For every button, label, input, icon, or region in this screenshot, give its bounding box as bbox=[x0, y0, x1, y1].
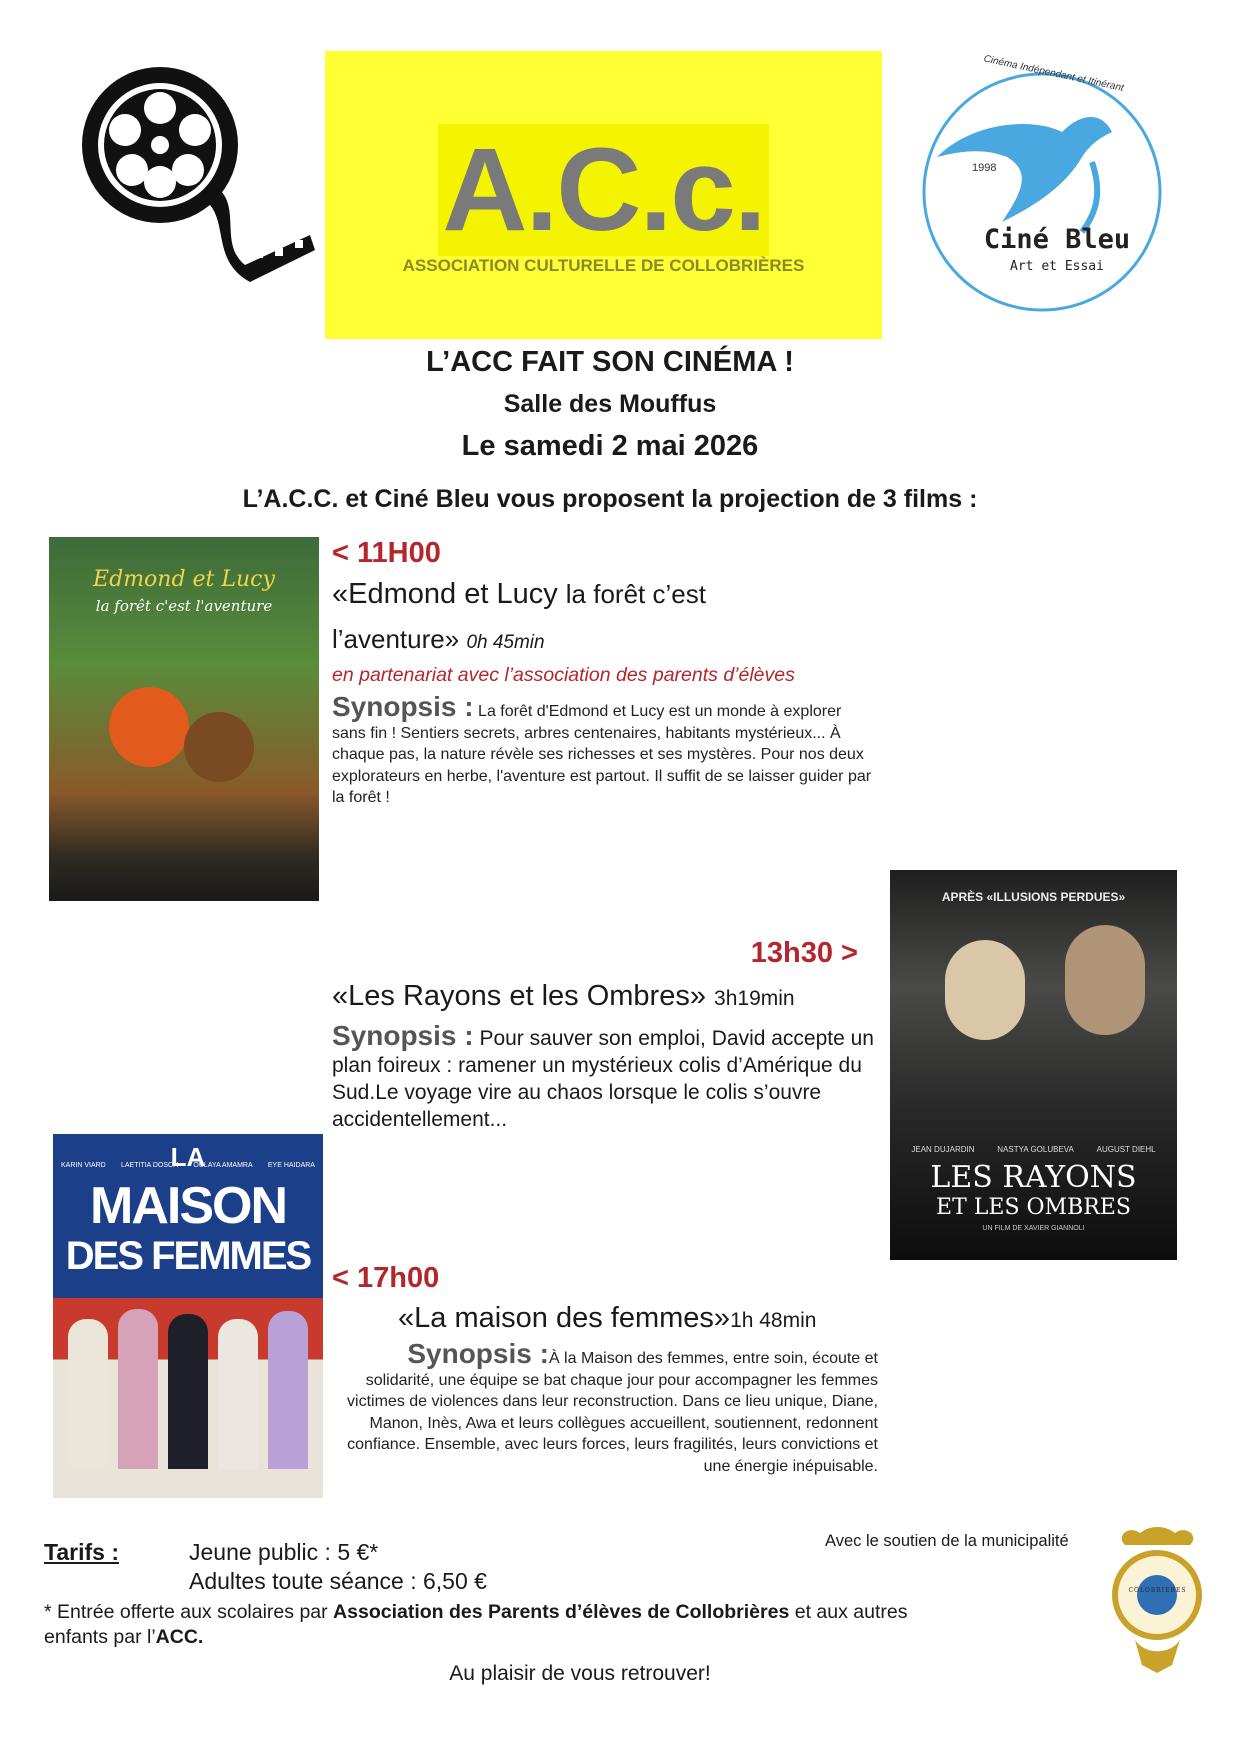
closing-message: Au plaisir de vous retrouver! bbox=[449, 1662, 711, 1685]
film1-title-a: «Edmond et Lucy bbox=[332, 578, 566, 610]
film1-synopsis bbox=[332, 691, 878, 809]
film2-time: 13h30 > bbox=[750, 937, 858, 969]
film2-title: «Les Rayons et les Ombres» bbox=[332, 980, 706, 1012]
film2-synopsis bbox=[332, 1022, 880, 1133]
maison-poster-title-b: MAISON bbox=[90, 1177, 286, 1235]
film3-time: < 17h00 bbox=[332, 1262, 440, 1294]
municipality-seal bbox=[1110, 1525, 1205, 1675]
film2-synopsis-text: Pour sauver son emploi, David accepte un plan foireux : ramener un mystérieux colis d’Amérique du Sud.Le voyage vire au chaos lorsque le colis s’ouvre accidentellement... bbox=[332, 1027, 874, 1131]
maison-actor-4: EYE HAIDARA bbox=[267, 1162, 315, 1169]
cine-bleu-name: Ciné Bleu bbox=[983, 224, 1131, 255]
acc-logo-letters bbox=[325, 124, 882, 256]
maison-poster-title-a: LA bbox=[170, 1142, 206, 1172]
film3-synopsis bbox=[336, 1338, 878, 1477]
film1-duration: 0h 45min bbox=[466, 632, 545, 653]
tarifs-label: Tarifs : bbox=[44, 1539, 119, 1565]
film2-synopsis-label: Synopsis : bbox=[332, 1020, 474, 1051]
film3-synopsis-text: À la Maison des femmes, entre soin, écoute et solidarité, une équipe se bat chaque jour pour accompagner les femmes victimes de violences dans leur reconstruction. Dans ce lieu unique, Diane, Manon, Inès, Awa et leurs collègues accueillent, soutiennent, redonnent confiance. Ensemble, avec leurs forces, leurs fragilités, leurs convictions et une énergie inépuisable. bbox=[347, 1350, 878, 1475]
cine-bleu-year: 1998 bbox=[972, 162, 997, 174]
edmond-lucy-poster bbox=[49, 537, 319, 901]
event-title: L’ACC FAIT SON CINÉMA ! bbox=[426, 346, 794, 378]
edmond-character-icon bbox=[109, 687, 189, 767]
note-part-b: Association des Parents d’élèves de Collobrières bbox=[333, 1601, 790, 1623]
note-part-d: ACC. bbox=[155, 1626, 204, 1648]
film3-title: «La maison des femmes» bbox=[398, 1302, 731, 1334]
film3-title-line bbox=[398, 1302, 816, 1335]
film-reel-logo bbox=[70, 60, 320, 290]
event-intro: L’A.C.C. et Ciné Bleu vous proposent la projection de 3 films : bbox=[242, 485, 978, 513]
film1-title-b: la forêt c’est bbox=[565, 579, 706, 609]
tarif-adultes: Adultes toute séance : 6,50 € bbox=[189, 1568, 487, 1594]
rayons-poster-actors bbox=[900, 1145, 1167, 1154]
film1-title-c: l’aventure» bbox=[332, 624, 460, 654]
tarif-note bbox=[44, 1600, 924, 1650]
municipal-seal-icon bbox=[1110, 1525, 1205, 1675]
film1-partner: en partenariat avec l’association des parents d’élèves bbox=[332, 664, 795, 686]
actress-portrait bbox=[945, 940, 1025, 1040]
dolphin-icon bbox=[912, 62, 1172, 322]
acc-logo-block bbox=[325, 51, 882, 339]
film3-synopsis-label: Synopsis : bbox=[407, 1338, 549, 1369]
rayons-actor-2: NASTYA GOLUBEVA bbox=[997, 1145, 1074, 1154]
seal-text: COLOBRIERES bbox=[1128, 1587, 1187, 1594]
maison-actor-1: KARIN VIARD bbox=[61, 1162, 106, 1169]
rayons-actor-1: JEAN DUJARDIN bbox=[911, 1145, 975, 1154]
acc-subtitle: ASSOCIATION CULTURELLE DE COLLOBRIÈRES bbox=[402, 256, 805, 275]
note-part-a: * Entrée offerte aux scolaires par bbox=[44, 1601, 334, 1623]
film1-title-line1 bbox=[332, 578, 706, 611]
event-venue: Salle des Mouffus bbox=[503, 390, 717, 418]
film2-title-line bbox=[332, 980, 795, 1013]
film-reel-icon bbox=[70, 60, 320, 290]
film1-time: < 11H00 bbox=[332, 537, 441, 569]
rayons-ombres-poster bbox=[890, 870, 1177, 1260]
cine-bleu-tagline: Art et Essai bbox=[1010, 259, 1104, 274]
film1-synopsis-label: Synopsis : bbox=[332, 691, 474, 722]
rayons-poster-tagline: APRÈS «ILLUSIONS PERDUES» bbox=[941, 890, 1126, 904]
maison-poster-title-c: DES FEMMES bbox=[65, 1234, 311, 1278]
actor-portrait bbox=[1065, 925, 1145, 1035]
rayons-poster-title-a: LES RAYONS bbox=[930, 1160, 1137, 1195]
lucy-character-icon bbox=[184, 712, 254, 782]
rayons-poster-title-b: ET LES OMBRES bbox=[936, 1195, 1131, 1220]
film1-title-line2 bbox=[332, 624, 545, 655]
edmond-poster-title: Edmond et Lucy bbox=[93, 567, 275, 592]
cine-bleu-arc-text: Cinéma Indépendant et Itinérant bbox=[982, 53, 1125, 94]
edmond-poster-subtitle: la forêt c'est l'aventure bbox=[95, 597, 273, 615]
maison-actor-3: OULAYA AMAMRA bbox=[193, 1162, 253, 1169]
note-part-c: et aux autres enfants par l’ bbox=[44, 1601, 908, 1648]
cine-bleu-logo bbox=[912, 53, 1172, 322]
rayons-actor-3: AUGUST DIEHL bbox=[1096, 1145, 1156, 1154]
event-date: Le samedi 2 mai 2026 bbox=[461, 430, 759, 462]
maison-femmes-poster bbox=[53, 1134, 323, 1498]
acc-letters-text: A.C.c. bbox=[438, 124, 768, 256]
film2-duration: 3h19min bbox=[714, 987, 795, 1010]
rayons-poster-credit: UN FILM DE XAVIER GIANNOLI bbox=[982, 1225, 1085, 1232]
film3-duration: 1h 48min bbox=[730, 1309, 817, 1332]
municipality-support: Avec le soutien de la municipalité bbox=[825, 1532, 1069, 1550]
film1-synopsis-text: La forêt d'Edmond et Lucy est un monde à explorer sans fin ! Sentiers secrets, arbres centenaires, habitants mystérieux... À chaque pas, la nature révèle ses richesses et ses mystères. Pour nos deux explorateurs en herbe, l'aventure est partout. Il suffit de se laisser guider par la forêt ! bbox=[332, 703, 872, 806]
tarif-jeune: Jeune public : 5 €* bbox=[189, 1539, 379, 1565]
maison-actor-2: LAETITIA DOSCH bbox=[120, 1162, 179, 1169]
women-group-photo bbox=[63, 1309, 313, 1469]
